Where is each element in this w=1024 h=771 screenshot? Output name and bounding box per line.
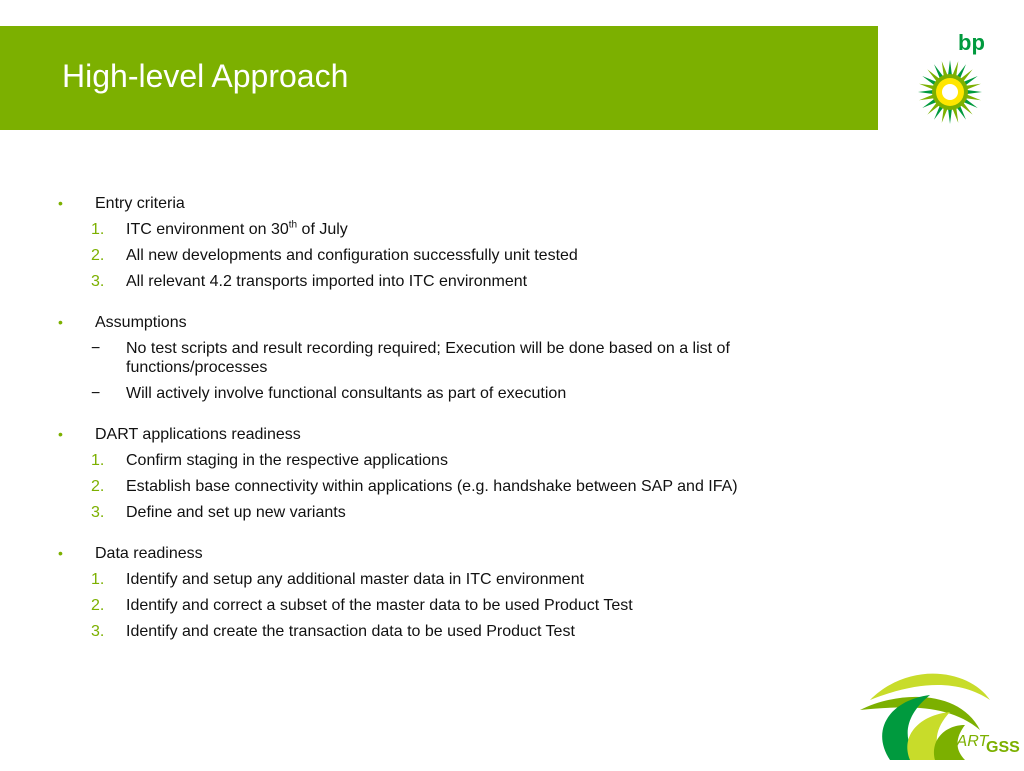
list-marker: 1.: [91, 571, 105, 588]
section-heading: [58, 194, 818, 213]
list-marker: 3.: [91, 273, 105, 290]
dart-gss-logo: [850, 660, 1024, 766]
list-item: [58, 596, 818, 615]
list-item: [58, 451, 818, 470]
page-title: High-level Approach: [62, 58, 349, 94]
bullet: •: [58, 314, 63, 330]
list-item-text: All new developments and configuration successfully unit tested: [126, 247, 578, 264]
list-item-text: Define and set up new variants: [126, 504, 346, 521]
helios-ray: [966, 90, 982, 94]
section-entry-criteria: [58, 194, 818, 291]
list-item: [58, 339, 818, 377]
section-heading-text: Assumptions: [95, 314, 187, 331]
content-body: [58, 194, 818, 663]
list-item-text: No test scripts and result recording required; Execution will be done based on a list of functions/processes: [126, 340, 730, 376]
list-marker: 2.: [91, 478, 105, 495]
list-marker: 3.: [91, 623, 105, 640]
list-marker: 1.: [91, 221, 105, 238]
list-marker: 3.: [91, 504, 105, 521]
list-item: [58, 503, 818, 522]
section-heading-text: Entry criteria: [95, 195, 185, 212]
list-marker: −: [91, 340, 101, 357]
list-item-text: Confirm staging in the respective applications: [126, 452, 448, 469]
list-item-text: ITC environment on 30th of July: [126, 219, 348, 238]
list-item: [58, 272, 818, 291]
helios-ray: [948, 108, 952, 124]
list-marker: 2.: [91, 247, 105, 264]
list-item: [58, 220, 818, 239]
list-item-text: Will actively involve functional consultants as part of execution: [126, 385, 567, 402]
helios-ray: [918, 90, 934, 94]
section-data-readiness: [58, 544, 818, 641]
bullet: •: [58, 545, 63, 561]
helios-ray: [948, 60, 952, 76]
section-dart-readiness: [58, 425, 818, 522]
list-item: [58, 384, 818, 403]
section-assumptions: [58, 313, 818, 403]
section-heading: [58, 425, 818, 444]
dart-logo-text: DART: [945, 733, 989, 750]
gss-logo-text: GSS: [986, 739, 1020, 756]
list-item: [58, 246, 818, 265]
section-heading-text: DART applications readiness: [95, 426, 301, 443]
list-item: [58, 477, 818, 496]
list-marker: 2.: [91, 597, 105, 614]
helios-icon: [918, 60, 982, 124]
list-item-text: Identify and setup any additional master data in ITC environment: [126, 571, 585, 588]
section-heading: [58, 313, 818, 332]
section-heading-text: Data readiness: [95, 545, 203, 562]
list-marker: −: [91, 385, 101, 402]
section-heading: [58, 544, 818, 563]
bullet: •: [58, 195, 63, 211]
list-item-text: Identify and create the transaction data to be used Product Test: [126, 623, 575, 640]
list-marker: 1.: [91, 452, 105, 469]
list-item-text: All relevant 4.2 transports imported into ITC environment: [126, 273, 528, 290]
list-item-text: Identify and correct a subset of the master data to be used Product Test: [126, 597, 633, 614]
list-item-text: Establish base connectivity within applications (e.g. handshake between SAP and IFA): [126, 478, 738, 495]
bullet: •: [58, 426, 63, 442]
list-item: [58, 622, 818, 641]
bp-logo: [908, 30, 994, 130]
list-item: [58, 570, 818, 589]
bp-logo-text: bp: [958, 30, 985, 55]
